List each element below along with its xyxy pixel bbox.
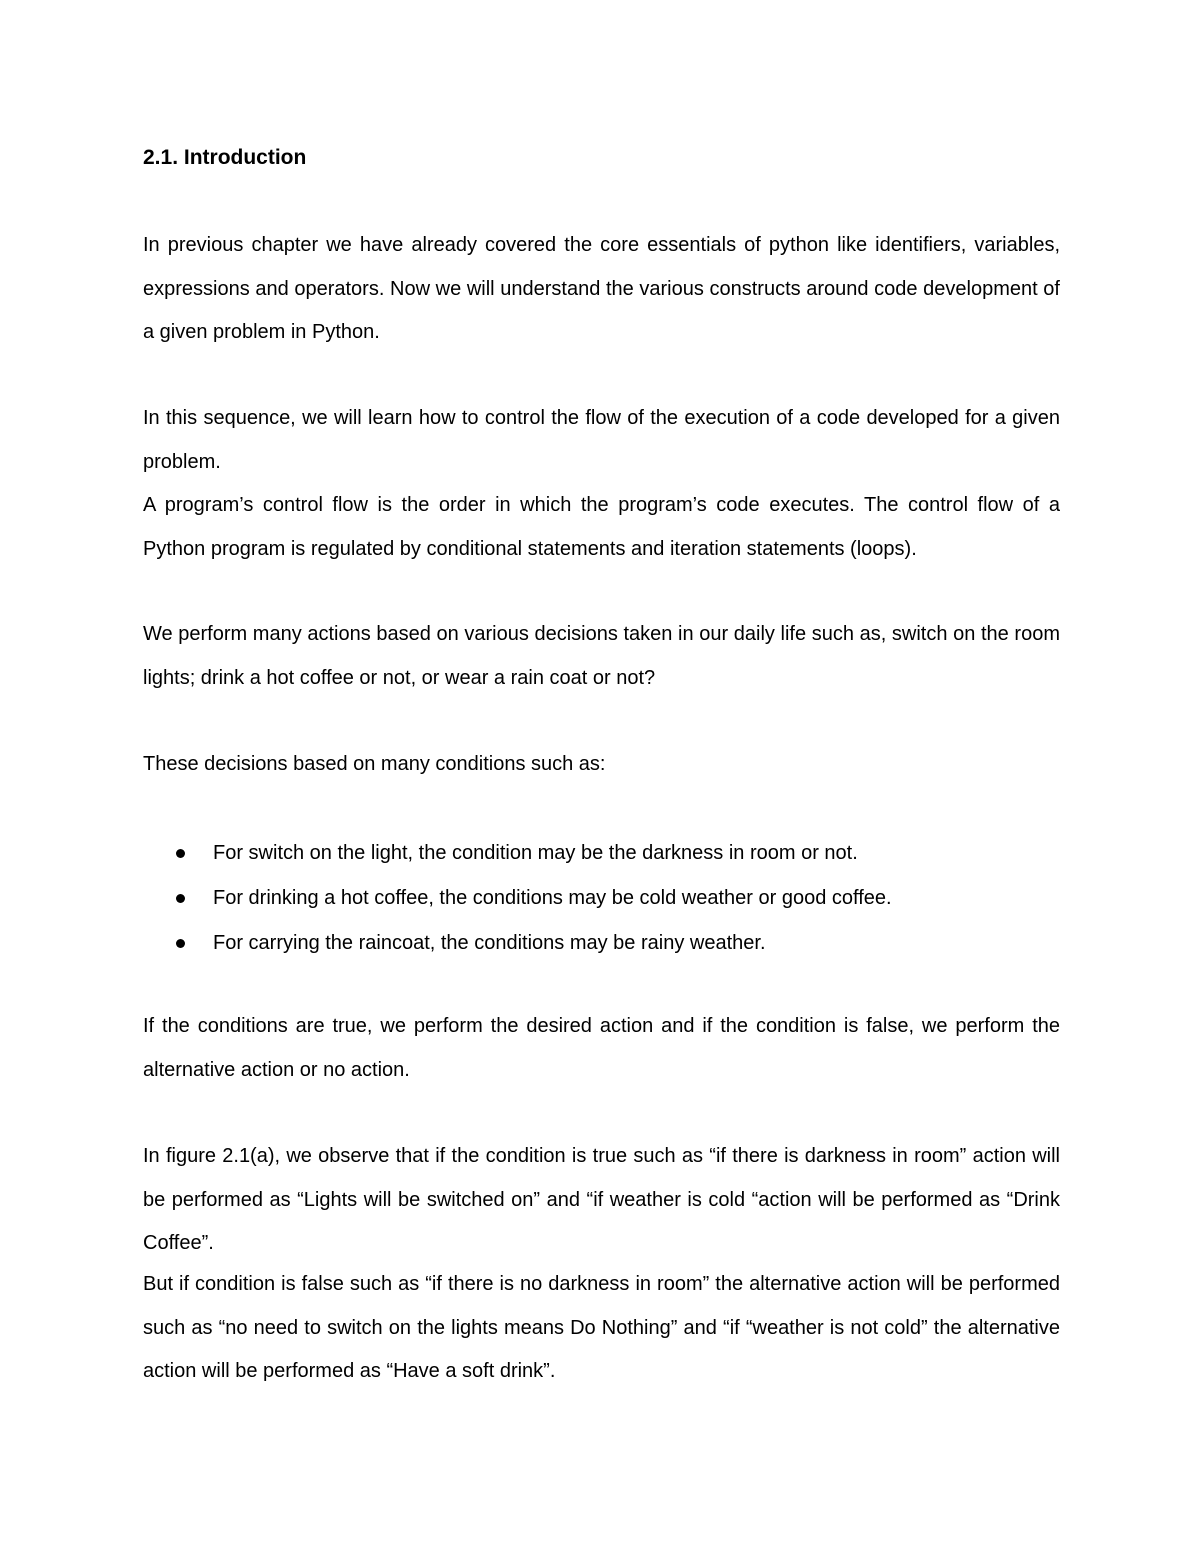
list-item-text: For switch on the light, the condition may be the darkness in room or not.: [213, 842, 858, 864]
bullet-icon: [176, 849, 185, 858]
conditions-list: [143, 831, 1060, 966]
paragraph-decisions: We perform many actions based on various decisions taken in our daily life such as, switch on the room lights; drink a hot coffee or not, or wear a rain coat or not?: [143, 623, 1060, 689]
list-item-text: For carrying the raincoat, the conditions may be rainy weather.: [213, 932, 766, 954]
paragraph-conditions-intro: These decisions based on many conditions such as:: [143, 753, 606, 775]
paragraph-sequence: In this sequence, we will learn how to control the flow of the execution of a code developed for a given problem.: [143, 407, 1060, 473]
paragraph-intro: In previous chapter we have already covered the core essentials of python like identifiers, variables, expressions and operators. Now we will understand the various constructs around code development of a given problem in Python.: [143, 234, 1060, 343]
list-item: [143, 831, 1060, 876]
list-item: [143, 921, 1060, 966]
paragraph-figure-false: But if condition is false such as “if there is no darkness in room” the alternative action will be performed such as “no need to switch on the lights means Do Nothing” and “if “weather is not cold” the alternative action will be performed as “Have a soft drink”.: [143, 1273, 1060, 1382]
paragraph-figure-true: In figure 2.1(a), we observe that if the condition is true such as “if there is darkness in room” action will be performed as “Lights will be switched on” and “if weather is cold “action will be performed as “Drink Coffee”.: [143, 1145, 1060, 1254]
paragraph-control-flow: A program’s control flow is the order in which the program’s code executes. The control flow of a Python program is regulated by conditional statements and iteration statements (loops).: [143, 494, 1060, 560]
bullet-icon: [176, 894, 185, 903]
list-item-text: For drinking a hot coffee, the conditions may be cold weather or good coffee.: [213, 887, 892, 909]
bullet-icon: [176, 939, 185, 948]
paragraph-true-false: If the conditions are true, we perform the desired action and if the condition is false, we perform the alternative action or no action.: [143, 1015, 1060, 1081]
list-item: [143, 876, 1060, 921]
section-heading: 2.1. Introduction: [143, 146, 307, 169]
